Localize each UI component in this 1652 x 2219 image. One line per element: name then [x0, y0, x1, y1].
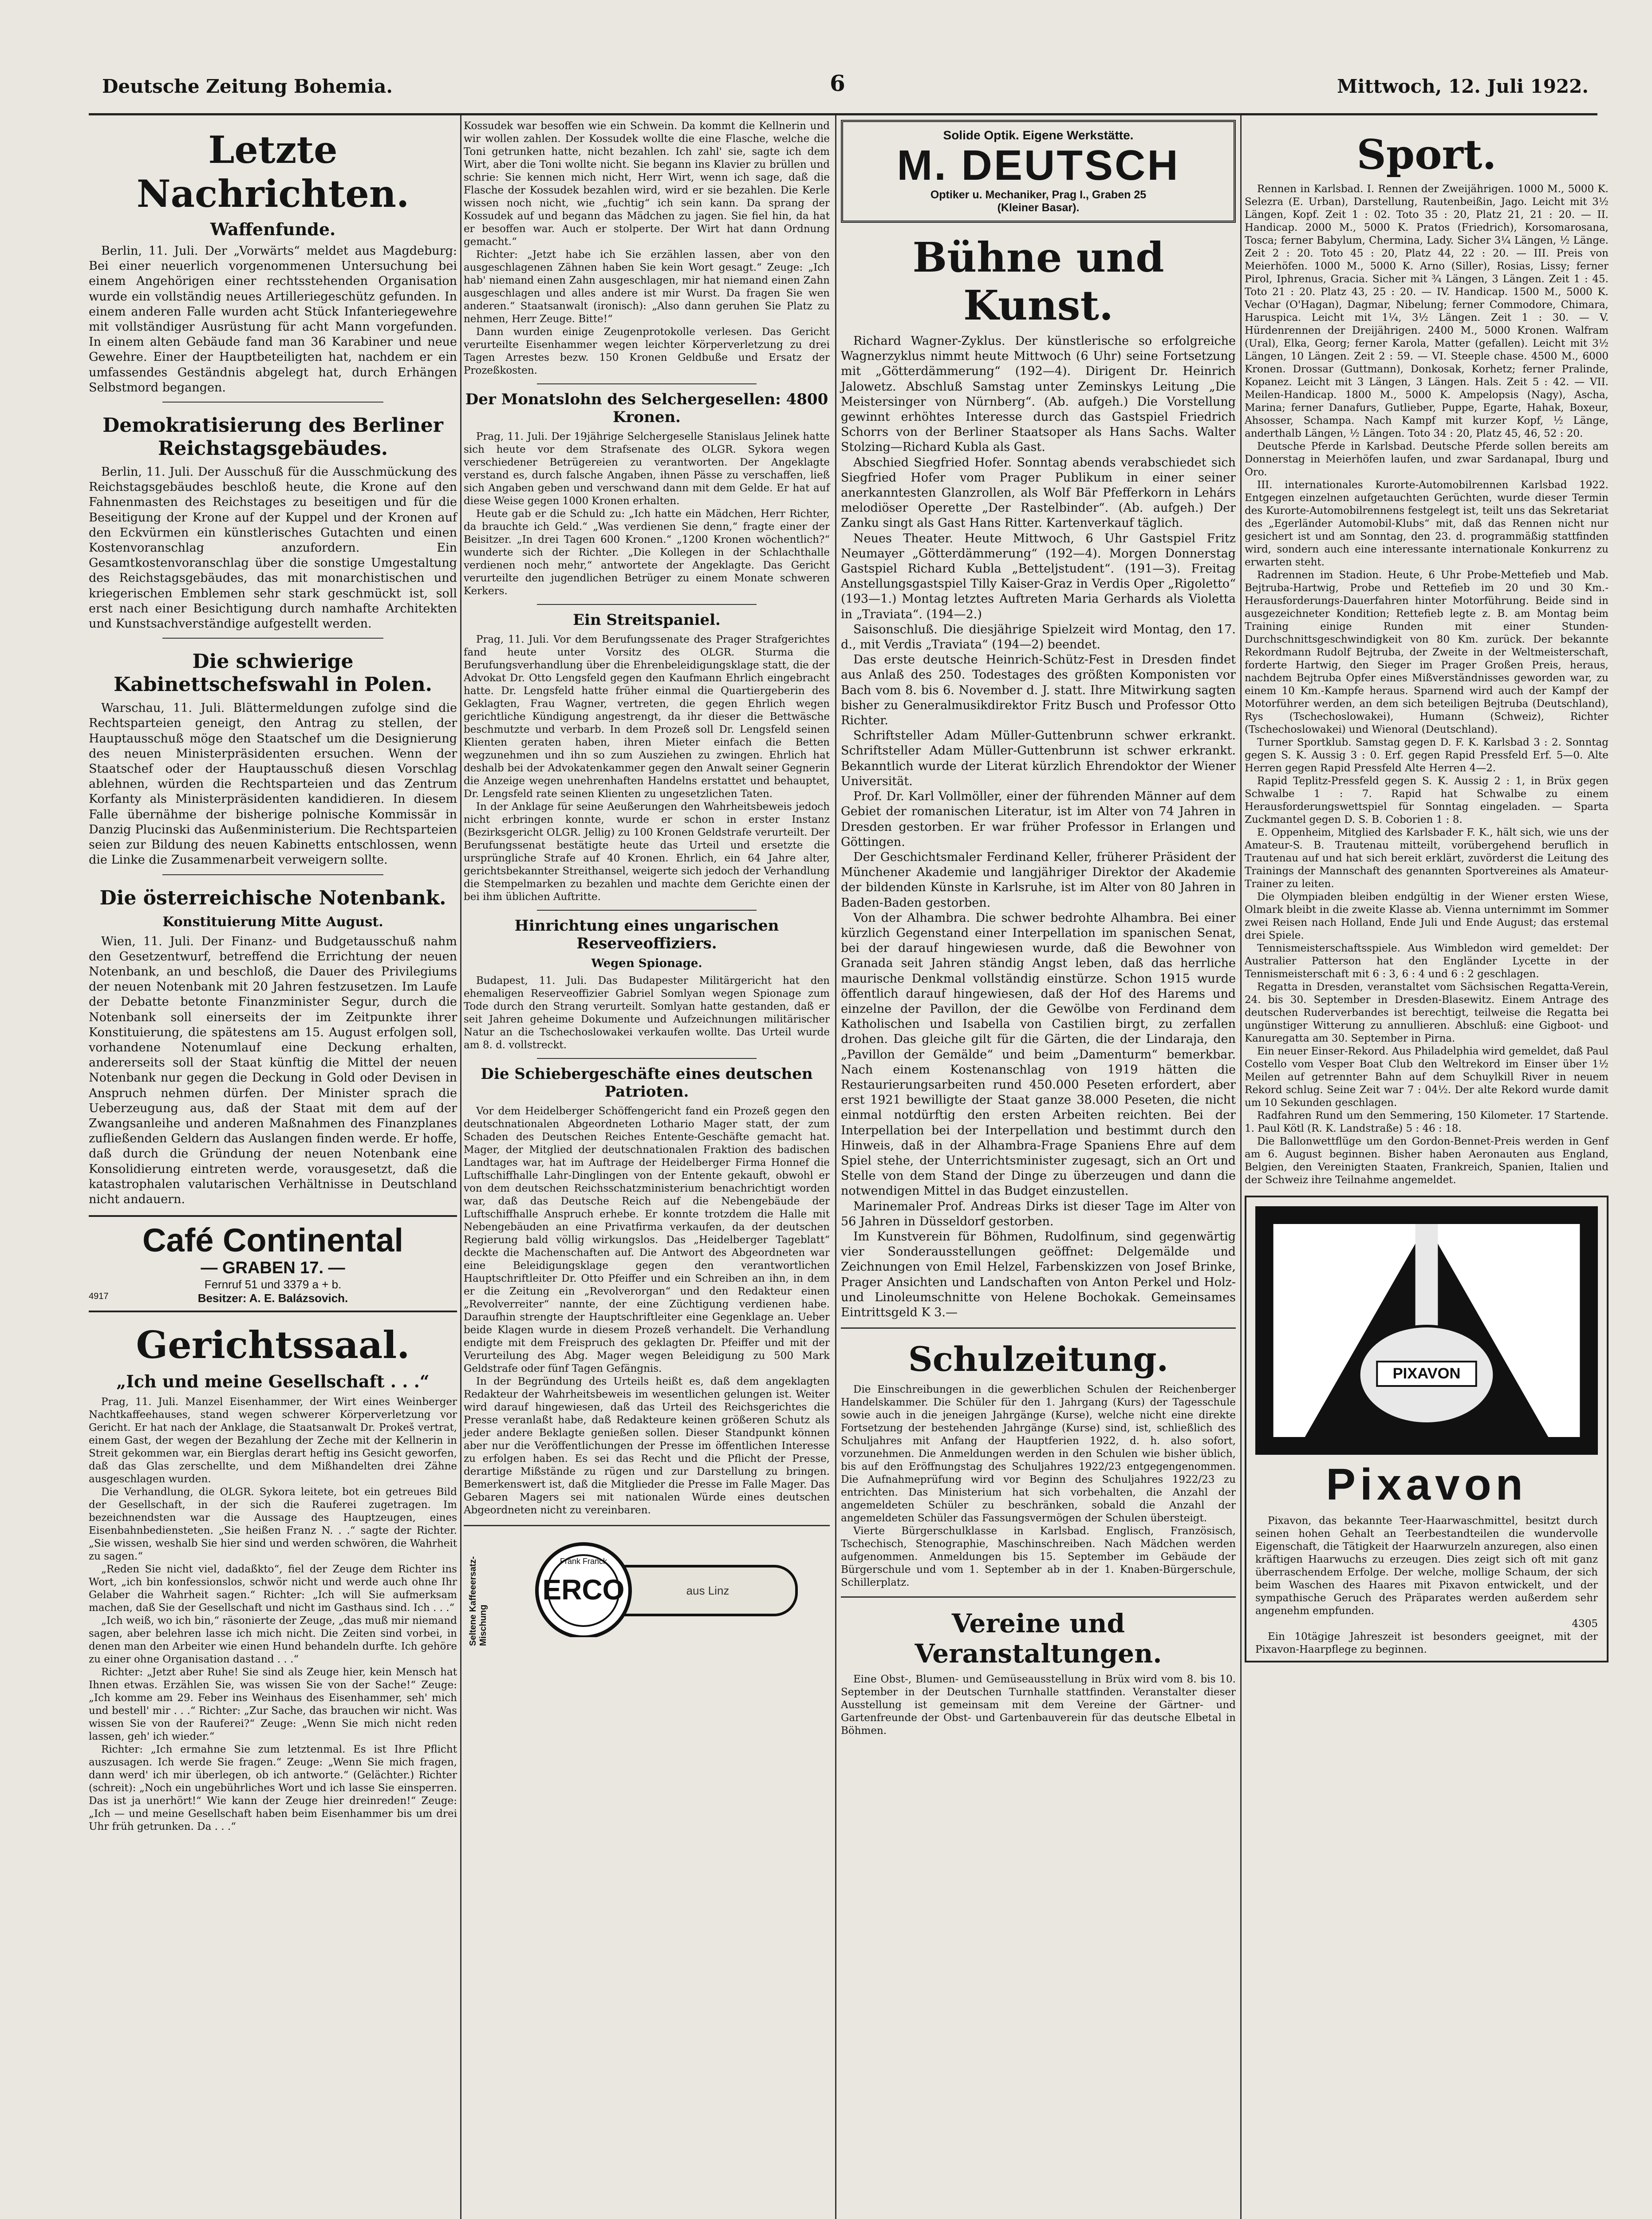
pixavon-closing: Ein 10tägige Jahreszeit ist besonders geeignet, mit der Pixavon-Haarpflege zu beginnen. [1255, 1631, 1598, 1655]
cafe-owner: Besitzer: A. E. Balázsovich. [197, 1291, 348, 1305]
section-title: Gerichtssaal. [136, 1323, 410, 1367]
article-text: Berlin, 11. Juli. Der Ausschuß für die Ausschmückung des Reichstagsgebäudes beschloß heute, die Krone auf den Fahnenmasten des Reichstages zu beseitigen und für die Beseitigung der Krone auf der Kuppel und der Kronen auf den Eckvürmen ein künstlerisches Gutachten und einen Kostenvoranschlag anzufordern. Ein Gesamtkostenvoranschlag über die sonstige Umgestaltung des Reichstagsgebäudes, das mit monarchistischen und kriegerischen Emblemen sehr stark geschmückt ist, soll erst nach einer Besichtigung durch namhafte Architekten und Kunstsachverständige aufgestellt werden. [89, 465, 457, 631]
section-title: Sport. [1356, 130, 1497, 178]
cafe-continental-ad [89, 1215, 457, 1312]
article-text: In der Begründung des Urteils heißt es, daß dem angeklagten Redakteur der Wahrheitsbeweis im wesentlichen gelungen ist. Weiter wird darauf hingewiesen, daß das Urteil des Reichsgerichtes die Presse veranlaßt habe, daß Redakteure keinen größeren Schutz als jeder andere Beklagte genießen sollen. Dieser Standpunkt können aber nur die Veröffentlichungen der Presse im öffentlichen Interesse zu erfolgen haben. Es sei das Recht und die Pflicht der Presse, derartige Mißstände zu rügen und zur Darstellung zu bringen. Bemerkenswert ist, daß die Mitglieder die Presse im Falle Mager. Das Gebaren Magers sei mit nationalen Würde eines deutschen Abgeordneten nicht zu vereinbaren. [464, 1376, 830, 1516]
article-title: Die Schiebergeschäfte eines deutschen Patrioten. [481, 1065, 813, 1101]
cafe-street: — GRABEN 17. — [201, 1259, 345, 1278]
running-head [102, 67, 1589, 102]
cafe-phone: Fernruf 51 und 3379 a + b. [204, 1278, 342, 1291]
divider [537, 604, 757, 605]
ad-code: 4917 [89, 1291, 109, 1302]
article-text: Kossudek war besoffen wie ein Schwein. Da kommt die Kellnerin und wir wollen zahlen. Der Kossudek wollte die eine Flasche, welche die Toni getrunken hatte, nicht bezahlen. Ich zahl' sie, sagte ich dem Wirt, aber die Toni wollte nicht. Sie begann ins Klavier zu brüllen und schrie: Sie kennen mich nicht, Herr Wirt, wenn ich sage, daß die Flasche der Kossudek bezahlen wird, wird er sie bezahlen. Die Kerle wissen noch nicht, wie „fuchtig“ ich sein kann. Da sprang der Kossudek auf und begann das Mädchen zu jagen. Sie fiel hin, da hat er besoffen war. Auch er stolperte. Der Wirt hat dann Ordnung gemacht.“ [464, 120, 830, 248]
article-text: Saisonschluß. Die diesjährige Spielzeit wird Montag, den 17. d., mit Verdis „Traviata“ (194—2) beendet. [841, 622, 1236, 652]
pixavon-bottle-image [1255, 1206, 1598, 1455]
article-text: Turner Sportklub. Samstag gegen D. F. K. Karlsbad 3 : 2. Sonntag gegen S. K. Aussig 3 : 0. Erf. gegen Rapid Pressfeld Erf. 5—0. Alte Herren gegen Rapid Pressfeld Alte Herren 4—2. [1245, 737, 1609, 774]
article-text: Das erste deutsche Heinrich-Schütz-Fest in Dresden findet aus Anlaß des 250. Todestages des größten Komponisten vor Bach vom 8. bis 6. November d. J. statt. Ihre Mitwirkung sagten bisher zu Generalmusikdirektor Fritz Busch und Professor Otto Richter. [841, 653, 1236, 728]
column-rule [460, 115, 461, 2219]
erco-ring-text: Frank Franck [560, 1557, 607, 1566]
article-text: Eine Obst-, Blumen- und Gemüseausstellung in Brüx wird vom 8. bis 10. September in der Deutschen Turnhalle stattfinden. Veranstalter dieser Ausstellung ist gemeinsam mit dem Vereine der Gärtner- und Gartenfreunde der Obst- und Gartenbauverein für das deutsche Elbetal in Böhmen. [841, 1674, 1236, 1737]
article-text: Radrennen im Stadion. Heute, 6 Uhr Probe-Mettefieb und Mab. Bejtruba-Hartwig, Probe und Rettefieb im 20 und 30 Km.-Herausforderungs-Dauerfahren hinter Motorführung. Beide sind in ausgezeichneter Kondition; Rettefieb legte z. B. am Montag beim Training einige Runden mit einer Stunden-Durchschnittsgeschwindigkeit von 80 Km. zurück. Der bekannte Rekordmann Rudolf Bejtruba, der Zweite in der Weltmeisterschaft, forderte Hartwig, den Sieger im Prager Großen Preis, heraus, nachdem Bejtruba Opfer eines Mißverständnisses geworden war, zu einem 10 Km.-Kampfe heraus. Sparnend wird auch der Kampf der Motorführer werden, an dem sich beteiligen Bejtruba (Deutschland), Rys (Tschechoslowakei), Humann (Schweiz), Richter (Tschechoslowakei) und Wienoral (Deutschland). [1245, 569, 1609, 735]
article-text: Prag, 11. Juli. Vor dem Berufungssenate des Prager Strafgerichtes fand heute unter Vorsitz des OLGR. Sturma die Berufungsverhandlung über die Ehrenbeleidigungsklage statt, die der Advokat Dr. Otto Lengsfeld gegen den Kaufmann Ehrlich eingebracht hatte. Dr. Lengsfeld hatte früher einmal die Quartiergeberin des Geklagten, Frau Wagner, vertreten, die gegen Ehrlich wegen gerichtliche Kündigung angestrengt, da ihr dieser die Bettwäsche beschmutzte und verbarb. In dem Prozeß soll Dr. Lengsfeld seinen Klienten geraten haben, ihren Mieter einfach die Betten wegzunehmen und ihn so zum Ausziehen zu zwingen. Ehrlich hat deshalb bei der Advokatenkammer gegen den Anwalt seiner Gegnerin die Anzeige wegen unehrenhaften Handelns erstattet und behauptet, Dr. Lengsfeld rate seinen Klienten zu ungesetzlichen Taten. [464, 634, 830, 800]
column-rule [1240, 115, 1242, 2219]
divider [162, 874, 383, 875]
pixavon-ad [1245, 1196, 1609, 1662]
article-title: Die österreichische Notenbank. [99, 886, 446, 909]
article-text: III. internationales Kurorte-Automobilrennen Karlsbad 1922. Entgegen einzelnen aufgetauchten Gerüchten, wurde dieser Termin des Kurorte-Automobilrennens festgelegt ist, teilt uns das Sekretariat des „Egerländer Automobil-Klubs“ mit, daß das Rennen nicht nur gesichert ist und am Sonntag, den 23. d. programmäßig stattfinden wird, sondern auch eine interessante internationale Konkurrenz zu erwarten steht. [1245, 479, 1609, 568]
divider [537, 910, 757, 911]
deutsch-optics-ad [841, 120, 1236, 223]
article-text: Richter: „Ich ermahne Sie zum letztenmal. Es ist Ihre Pflicht auszusagen. Ich werde Sie fragen.“ Zeuge: „Wenn Sie mich fragen, dann werd' ich mir überlegen, ob ich antworte.“ (Gelächter.) Richter (schreit): „Noch ein ungebührliches Wort und ich lasse Sie einsperren. Das ist ja unerhört!“ Wie kann der Zeuge hier dreinreden!“ Zeuge: „Ich — und meine Gesellschaft haben beim Eisenhammer bis um drei Uhr früh getrunken. Da . . .“ [89, 1744, 457, 1833]
divider [537, 1058, 757, 1059]
article-text: Im Kunstverein für Böhmen, Rudolfinum, sind gegenwärtig vier Sonderausstellungen geöffnet: Delgemälde und Zeichnungen von Emil Helzel, Farbenskizzen von Josef Brinke, Prager Ansichten und Landschaften von Anton Perkel und Holz- und Linoleumschnitte von Helene Bochokak. Gemeinsames Eintrittsgeld K 3.— [841, 1229, 1236, 1319]
article-text: Von der Alhambra. Die schwer bedrohte Alhambra. Bei einer kürzlich Gegenstand einer Interpellation im spanischen Senat, bei der darauf hingewiesen wurde, daß die Bewohner von Granada seit Jahren ständig Angst leben, daß das herrliche maurische Denkmal vollständig einstürze. Schon 1915 wurde öffentlich darauf hingewiesen, daß der Hof des Harems und einzelne der Pavillon, der die Gewölbe von Ferdinand dem Katholischen und Isabella von Castilien birgt, zu zerfallen drohen. Das gleiche gilt für die Gärten, die der Lindaraja, den „Pavillon der Gemälde“ und beim „Damenturm“ bemerkbar. Nach einem Kostenanschlag von 1919 hätten die Restaurierungsarbeiten rund 450.000 Peseten erfordert, aber erst 1921 bewilligte der Staat ganze 38.000 Peseten, die nicht einmal notdürftig den ersten Arbeiten reichten. Bei der Interpellation bei der Interpellation und bestimmt durch den Hinweis, daß in der Alhambra-Frage Spaniens Ehre auf dem Spiel stehe, der Unterrichtsminister zugesagt, sich an Ort und Stelle von dem Stand der Dinge zu überzeugen und dann die notwendigen Mittel in das Budget einzustellen. [841, 911, 1236, 1198]
column-4 [1245, 120, 1609, 1662]
ad-company-name: M. DEUTSCH [897, 142, 1180, 189]
divider [162, 638, 383, 639]
article-text: Die Olympiaden bleiben endgültig in der Wiener ersten Wiese, Olmark bleibt in die zweite Klasse ab. Vienna unternimmt im Sommer zwei Reisen nach Holland, Ende Juli und Ende August; das erstemal drei Spiele. [1245, 891, 1609, 941]
pixavon-bottle-label: PIXAVON [1392, 1365, 1461, 1382]
article-text: Richard Wagner-Zyklus. Der künstlerische so erfolgreiche Wagnerzyklus nimmt heute Mittwoch (6 Uhr) seine Fortsetzung mit „Götterdämmerung“ (192—4). Dirigent Dr. Heinrich Jalowetz. Abschluß Samstag unter Zeminskys Leitung „Die Meistersinger von Nürnberg“. (Ab. aufgeh.) Die Vorstellung gewinnt erhöhtes Interesse durch das Gastspiel Friedrich Schorrs von der Berliner Staatsoper als Hans Sachs. Walter Stolzing—Richard Kubla als Gast. [841, 334, 1236, 454]
article-title: Demokratisierung des Berliner Reichstagsgebäudes. [103, 414, 443, 460]
article-text: Abschied Siegfried Hofer. Sonntag abends verabschiedet sich Siegfried Hofer vom Prager Publikum in einer seiner anerkanntesten Glanzrollen, als Wolf Bär Pfefferkorn in Lehárs melodiöser Operette „Der Rastelbinder“. (Ab. aufgeh.) Der Zanku singt als Gast Hans Ritter. Kartenverkauf täglich. [841, 455, 1236, 530]
article-title: „Ich und meine Gesellschaft . . .“ [116, 1371, 430, 1392]
issue-date: Mittwoch, 12. Juli 1922. [1337, 75, 1589, 97]
erco-side-text: Seltene Kaffeeersatz-Mischung [468, 1556, 488, 1646]
pixavon-text: Pixavon, das bekannte Teer-Haarwaschmittel, besitzt durch seinen hohen Gehalt an Teerbestandteilen die wundervolle Eigenschaft, die Tätigkeit der Haarwurzeln anzuregen, also einen kräftigen Haarwuchs zu erzeugen. Dies zeigt sich oft mit ganz überraschendem Erfolge. Der welche, mollige Schaum, der sich beim Waschen des Haares mit Pixavon entwickelt, und der sympathische Geruch des Präparates werden außerdem sehr angenehm empfunden. [1255, 1515, 1598, 1617]
article-text: Rapid Teplitz-Pressfeld gegen S. K. Aussig 2 : 1, in Brüx gegen Schwalbe 1 : 7. Rapid hat Schwalbe zu einem Herausforderungswettspiel für Sonntag eingeladen. — Sparta Zuckmantel gegen D. S. B. Coborien 1 : 8. [1245, 775, 1609, 825]
article-text: Deutsche Pferde in Karlsbad. Deutsche Pferde sollen bereits am Donnerstag in Meierhöfen laufen, und zwar Sardanapal, Iburg und Oro. [1245, 441, 1609, 478]
article-text: Radfahren Rund um den Semmering, 150 Kilometer. 17 Startende. 1. Paul Kötl (R. K. Landstraße) 5 : 46 : 18. [1245, 1110, 1609, 1134]
article-text: Richter: „Jetzt habe ich Sie erzählen lassen, aber von den ausgeschlagenen Zähnen haben Sie kein Wort gesagt.“ Zeuge: „Ich hab' niemand einen Zahn ausgeschlagen, mir hat niemand einen Zahn ausgeschlagen und alles andere ist mir Wurst. Da fragen Sie wen anderen.“ Staatsanwalt (ironisch): „Also dann geruhen Sie Platz zu nehmen, Herr Zeuge. Bitte!“ [464, 249, 830, 325]
article-text: Prof. Dr. Karl Vollmöller, einer der führenden Männer auf dem Gebiet der romanischen Literatur, ist im Alter von 74 Jahren in Dresden gestorben. Er war früher Professor in Erlangen und Göttingen. [841, 790, 1236, 849]
article-text: Die Ballonwettflüge um den Gordon-Bennet-Preis werden in Genf am 6. August beginnen. Bisher haben Aeronauten aus England, Belgien, den Vereinigten Staaten, Frankreich, Spanien, Italien und der Schweiz ihre Teilnahme angemeldet. [1245, 1136, 1609, 1186]
article-text: Vor dem Heidelberger Schöffengericht fand ein Prozeß gegen den deutschnationalen Abgeordneten Lothario Mager statt, der zum Schaden des Deutschen Reiches Entente-Geschäfte gemacht hat. Mager, der Mitglied der deutschnationalen Fraktion des badischen Landtages war, hat im Auftrage der Heidelberger Firma Honnef die Luftschiffhalle Lahr-Dinglingen von der Entente gekauft, obwohl er von dem deutschen Reichsschatzministerium benachrichtigt worden war, daß das Deutsche Reich auf die Nebengebäude der Luftschiffhalle Anspruch erhebe. Er konnte trotzdem die Halle mit Nebengebäuden an eine Privatfirma verkaufen, da der deutschen Regierung bald völlig wirkungslos. Das „Heidelberger Tageblatt“ deckte die Machenschaften auf. Die Antwort des Abgeordneten war eine Beleidigungsklage gegen den verantwortlichen Hauptschriftleiter Dr. Otto Pfeiffer und ein Schreiben an ihn, in dem er die Zeitung ein „Revolverorgan“ und den Redakteur einen „Revolverreiter“ nannte, der eine Züchtigung verdienen habe. Daraufhin strengte der Hauptschriftleiter eine Gegenklage an. Ueber beide Klagen wurde in diesem Prozeß verhandelt. Die Verhandlung endigte mit dem Freispruch des geklagten Dr. Pfeiffer und mit der Verurteilung des Abg. Mager wegen Beleidigung zu 500 Mark Geldstrafe oder fünf Tagen Gefängnis. [464, 1106, 830, 1374]
pixavon-wordmark: Pixavon [1326, 1460, 1527, 1509]
divider [841, 1327, 1236, 1329]
column-3 [841, 120, 1236, 1737]
column-1 [89, 120, 457, 1833]
article-subtitle: Konstituierung Mitte August. [162, 914, 383, 930]
article-text: Neues Theater. Heute Mittwoch, 6 Uhr Gastspiel Fritz Neumayer „Götterdämmerung“ (192—4). Morgen Donnerstag Gastspiel Richard Kubla „Betteljstudent“. (191—3). Freitag Anstellungsgastspiel Tilly Kaiser-Graz in Verdis Oper „Rigoletto“ (193—1.) Montag letztes Auftreten Maria Gerhards als Violetta in „Traviata“. (194—2.) [841, 531, 1236, 621]
article-text: Budapest, 11. Juli. Das Budapester Militärgericht hat den ehemaligen Reserveoffizier Gabriel Somlyan wegen Spionage zum Tode durch den Strang verurteilt. Somlyan hatte gestanden, daß er seit Jahren geheime Dokumente und Aufzeichnungen militärischer Natur an die Tschechoslowakei verkaufen wollte. Das Urteil wurde am 8. d. vollstreckt. [464, 975, 830, 1051]
article-title: Der Monatslohn des Selchergesellen: 4800 Kronen. [465, 391, 828, 426]
cafe-name: Café Continental [142, 1222, 403, 1259]
erco-brand: ERCO [542, 1574, 625, 1606]
article-text: Heute gab er die Schuld zu: „Ich hatte ein Mädchen, Herr Richter, da brauchte ich Geld.“ „Was verdienen Sie denn,“ fragte einer der Beisitzer. „In drei Tagen 600 Kronen.“ „1200 Kronen wöchentlich?“ wunderte sich der Richter. „Die Kollegen in der Schlachthalle verdienen noch mehr,“ antwortete der Angeklagte. Das Gericht verurteilte den jugendlichen Betrüger zu einem Monate schweren Kerkers. [464, 508, 830, 597]
article-text: Vierte Bürgerschulklasse in Karlsbad. Englisch, Französisch, Tschechisch, Stenographie, Maschinschreiben. Nach Mädchen werden aufgenommen. Anmeldungen bis 15. September im Gebäude der Bürgerschule und vom 1. September ab in der 1. Knaben-Bürgerschule, Schillerplatz. [841, 1525, 1236, 1589]
article-text: Marinemaler Prof. Andreas Dirks ist dieser Tage im Alter von 56 Jahren in Düsseldorf gestorben. [841, 1199, 1236, 1228]
article-text: Prag, 11. Juli. Der 19jährige Selchergeselle Stanislaus Jelinek hatte sich heute vor dem Strafsenate des OLGR. Sykora wegen verschiedener Betrügereien zu verantworten. Der Angeklagte verstand es, durch falsche Angaben, ihnen Pässe zu verschaffen, ließ sich Angaben geben und verschwand dann mit dem Gelde. Er hat auf diese Weise gegen 1000 Kronen erhalten. [464, 431, 830, 507]
divider [537, 383, 757, 384]
column-rule [835, 115, 836, 2219]
article-text: Warschau, 11. Juli. Blättermeldungen zufolge sind die Rechtsparteien geneigt, den Antrag zu stellen, der Hauptausschuß möge den Staatschef um die Designierung des neuen Ministerpräsidenten ersuchen. Wenn der Staatschef oder der Hauptausschuß diesen Vorschlag ablehnen, würden die Rechtsparteien und das Zentrum Korfanty als Ministerpräsidenten kandidieren. In diesem Falle übernähme der bisherige polnische Kommissär in Danzig Plucinski das Außenministerium. Die Rechtsparteien seien zur Bildung des neuen Kabinetts entschlossen, wenn die Linke die Zusammenarbeit verweigern sollte. [89, 701, 457, 867]
article-text: Dann wurden einige Zeugenprotokolle verlesen. Das Gericht verurteilte Eisenhammer wegen leichter Körperverletzung zu drei Tagen Arrestes bezw. 150 Kronen Geldbuße und Ersatz der Prozeßkosten. [464, 326, 830, 376]
divider [841, 1596, 1236, 1598]
article-text: „Reden Sie nicht viel, dadaßkto“, fiel der Zeuge dem Richter ins Wort, „ich bin konfessionslos, schwör nicht und werde auch ohne Ihr Gelaber die Wahrheit sagen.“ Richter: „Ich will Sie aufmerksam machen, daß Sie der Gesellschaft und nicht im Gasthaus sind. Ich . . .“ [89, 1564, 457, 1614]
masthead-name: Deutsche Zeitung Bohemia. [102, 75, 393, 97]
article-text: Berlin, 11. Juli. Der „Vorwärts“ meldet aus Magdeburg: Bei einer neuerlich vorgenommenen Untersuchung bei einem Angehörigen einer rechtsstehenden Organisation wurde ein vollständig neues Artilleriegeschütz gefunden. In einem anderen Falle wurden acht Stück Infanteriegewehre mit vollständiger Ausrüstung für acht Mann vorgefunden. In einem alten Gebäude fand man 36 Karabiner und neue Gewehre. Einer der Hauptbeteiligten hat, nachdem er ein umfassendes Geständnis abgelegt hat, durch Erhängen Selbstmord begangen. [89, 244, 457, 395]
section-title: Bühne und Kunst. [912, 233, 1164, 329]
article-text: In der Anklage für seine Aeußerungen den Wahrheitsbeweis jedoch nicht erbringen konnte, wurde er schon in erster Instanz (Bezirksgericht OLGR. Jellig) zu 100 Kronen Geldstrafe verurteilt. Der Berufungssenat bestätigte heute das Urteil und ersetzte die ursprüngliche Strafe auf 40 Kronen. Ehrlich, ein 64 Jahre alter, gerichtsbekannter Streithansel, weigerte sich jedoch der Verhandlung die Stempelmarken zu bezahlen und machte dem Gerichte einen der bei ihm üblichen Auftritte. [464, 801, 830, 903]
article-text: Regatta in Dresden, veranstaltet vom Sächsischen Regatta-Verein, 24. bis 30. September in Dresden-Blasewitz. Einem Antrage des deutschen Ruderverbandes ist berechtigt, teilweise die Regatta bei ungünstiger Witterung zu annullieren. Abschluß: eine Gigboot- und Kanuregatta am 30. September in Pirna. [1245, 981, 1609, 1044]
section-title: Letzte Nachrichten. [136, 128, 410, 216]
head-rule [89, 113, 1597, 115]
article-title: Waffenfunde. [210, 219, 336, 239]
ad-location: (Kleiner Basar). [997, 201, 1080, 214]
article-text: Die Einschreibungen in die gewerblichen Schulen der Reichenberger Handelskammer. Die Schüler für den 1. Jahrgang (Kurs) der Tagesschule sowie auch in die jeneigen Jahrgänge (Kurse), welche nicht eine direkte Fortsetzung der bestehenden Jahrgänge (Kurse) sind, ist, schließlich des Schuljahres mit Anfang der Hauptferien 1922, d. h. also sofort, vorzunehmen. Die Anmeldungen werden in den Schulen wie bisher üblich, bis auf den Eröffnungstag des Schuljahres 1922/23 entgegengenommen. Die Aufnahmeprüfung wird vor Beginn des Schuljahres 1922/23 zu entrichten. Das Ministerium hat sich vorbehalten, die Anzahl der angemeldeten Schüler zu beschränken, sobald die Anzahl der angemeldeten Schüler das Fassungsvermögen der Schulen übersteigt. [841, 1384, 1236, 1524]
article-text: „Ich weiß, wo ich bin,“ räsonierte der Zeuge, „das muß mir niemand sagen, aber belehren lasse ich mich nicht. Die Zeiten sind vorbei, in denen man den Arbeiter wie einen Hund behandeln durfte. Ich gehöre zu einer ohne Organisation dastand . . .“ [89, 1615, 457, 1666]
article-text: E. Oppenheim, Mitglied des Karlsbader F. K., hält sich, wie uns der Amateur-S. B. Trautenau mitteilt, vorübergehend beruflich in Trautenau auf und hat sich bereit erklärt, zuvörderst die Leitung des Trainings der Mannschaft des genannten Sportvereines als Amateur-Trainer zu leiten. [1245, 827, 1609, 890]
article-text: Schriftsteller Adam Müller-Guttenbrunn schwer erkrankt. Schriftsteller Adam Müller-Guttenbrunn ist schwer erkrankt. Bekanntlich wurde der Literat kürzlich Ehrendoktor der Wiener Universität. [841, 729, 1236, 788]
article-title: Die schwierige Kabinettschefswahl in Polen. [114, 650, 432, 696]
article-title: Ein Streitspaniel. [573, 611, 721, 629]
ad-code: 4305 [1572, 1618, 1598, 1630]
erco-can-image [530, 1540, 805, 1637]
page-number: 6 [830, 70, 845, 96]
article-subtitle: Wegen Spionage. [591, 957, 702, 970]
article-text: Rennen in Karlsbad. I. Rennen der Zweijährigen. 1000 M., 5000 K. Selezra (E. Urban), Darstellung, Rautenbeißin, Jago. Leicht mit 3½ Längen, Kopf. Zeit 1 : 02. Toto 35 : 20, Platz 21, 21 : 20. — II. Handicap. 2000 M., 5000 K. Pratos (Friedrich), Korsomarosana, Tosca; ferner Babylum, Chermina, Lady. Sicher 3¼ Längen, ½ Länge. Zeit 2 : 20. Toto 45 : 20, Platz 44, 22 : 20. — III. Preis von Meierhöfen. 1000 M., 5000 K. Arno (Siller), Rosias, Lissy; ferner Pirol, Iphrenus, Gracia. Sicher mit ¾ Längen, 3 Längen. Zeit 1 : 45. Toto 21 : 20. Platz 43, 25 : 20. — IV. Handicap. 1500 M., 5000 K. Vechar (O'Hagan), Dagmar, Nibelung; ferner Commodore, Chimara, Haruspica. Leicht mit 1¼, 3½ Längen. Zeit 1 : 30. — V. Hürdenrennen der Dreijährigen. 2400 M., 5000 Kronen. Walfram (Ural), Elka, Georg; ferner Karola, Matter (gefallen). Leicht mit 3½ Längen, 10 Längen. Zeit 2 : 59. — VI. Steeple chase. 4500 M., 6000 Kronen. Drossar (Guttmann), Donkosak, Korhetz; ferner Pralinde, Kopanez. Leicht mit 3 Längen, 3 Längen. Hals. Zeit 5 : 42. — VII. Meilen-Handicap. 1800 M., 5000 K. Ampelopsis (Nagy), Ascha, Marina; ferner Danafurs, Gutlieber, Puppe, Egarte, Hahak, Boxeur, Ahsosser, Schampa. Nach Kampf mit kurzer Kopf, ½ Länge, anderthalb Längen, ½ Längen. Toto 34 : 20, Platz 45, 46, 52 : 20. [1245, 183, 1609, 439]
article-title: Hinrichtung eines ungarischen Reserveoffiziers. [514, 917, 779, 952]
section-title: Schulzeitung. [908, 1339, 1169, 1379]
article-text: Richter: „Jetzt aber Ruhe! Sie sind als Zeuge hier, kein Mensch hat Ihnen etwas. Erzählen Sie, was wissen Sie von der Sache!“ Zeuge: „Ich komme am 29. Feber ins Weinhaus des Eisenhammer, seh' mich und bestell' mir . . .“ Richter: „Zur Sache, das brauchen wir nicht. Was wissen Sie von der Rauferei?“ Zeuge: „Wenn Sie mich nicht reden lassen, geh' ich wieder.“ [89, 1666, 457, 1743]
erco-ad [464, 1525, 830, 1659]
article-text: Der Geschichtsmaler Ferdinand Keller, früherer Präsident der Münchener Akademie und langjähriger Direktor der Akademie der bildenden Künste in Karlsruhe, ist im Alter von 80 Jahren in Baden-Baden gestorben. [841, 850, 1236, 910]
ad-tagline: Solide Optik. Eigene Werkstätte. [943, 128, 1134, 142]
article-text: Prag, 11. Juli. Manzel Eisenhammer, der Wirt eines Weinberger Nachtkaffeehauses, stand wegen schwerer Körperverletzung vor Gericht. Er hat nach der Anklage, die Staatsanwalt Dr. Prokeš vertrat, einem Gast, der wegen der Bezahlung der Zeche mit der Kellnerin in Streit gekommen war, ein Bierglas derart heftig ins Gesicht geworfen, daß das Glas zerschellte, und dem Mißhandelten drei Zähne ausgeschlagen wurden. [89, 1396, 457, 1485]
divider [162, 402, 383, 403]
article-text: Tennismeisterschaftsspiele. Aus Wimbledon wird gemeldet: Der Australier Patterson hat den Engländer Lycette in der Tennismeisterschaft mit 6 : 3, 6 : 4 und 6 : 2 geschlagen. [1245, 943, 1609, 980]
section-title: Vereine und Veranstaltungen. [915, 1608, 1162, 1669]
erco-tube-text: aus Linz [686, 1584, 729, 1597]
ad-address: Optiker u. Mechaniker, Prag I., Graben 25 [930, 189, 1147, 201]
article-text: Wien, 11. Juli. Der Finanz- und Budgetausschuß nahm den Gesetzentwurf, betreffend die Errichtung der neuen Notenbank, an und beschloß, die Dauer des Privilegiums der neuen Notenbank mit 20 Jahren festzusetzen. Im Laufe der Debatte betonte Finanzminister Segur, durch die Notenbank soll einerseits der im Zeitpunkte ihrer Konstituierung, die spätestens am 15. August erfolgen soll, vorhandene Notenumlauf eine Deckung erhalten, andererseits soll der Staat künftig die Mittel der neuen Notenbank nur gegen die Deckung in Gold oder Devisen in Anspruch nehmen dürfen. Der Minister sprach die Ueberzeugung aus, daß der Staat mit dem auf der Zwangsanleihe und anderen Maßnahmen des Finanzplanes zufließenden Geldern das Auslangen finden werde. Er hoffe, daß durch die Gründung der neuen Notenbank eine Konsolidierung eintreten werde, vorausgesetzt, daß die katastrophalen valutarischen Verhältnisse in Deutschland nicht andauern. [89, 934, 457, 1206]
article-text: Die Verhandlung, die OLGR. Sykora leitete, bot ein getreues Bild der Gesellschaft, in der sich die Rauferei zugetragen. Im bezeichnendsten war die Aussage des Hauptzeugen, eines Eisenbahnbediensteten. „Sie heißen Franz N. . .“ sagte der Richter. „Sie wissen, weshalb Sie hier sind und werden schwören, die Wahrheit zu sagen.“ [89, 1486, 457, 1563]
article-text: Ein neuer Einser-Rekord. Aus Philadelphia wird gemeldet, daß Paul Costello vom Vesper Boat Club den Weltrekord im Einser über 1½ Meilen auf getrennter Bahn auf dem Schuylkill River in neuem Rekord schlug. Seine Zeit war 7 : 04½. Der alte Rekord wurde damit um 10 Sekunden geschlagen. [1245, 1046, 1609, 1109]
column-2 [464, 120, 830, 1659]
